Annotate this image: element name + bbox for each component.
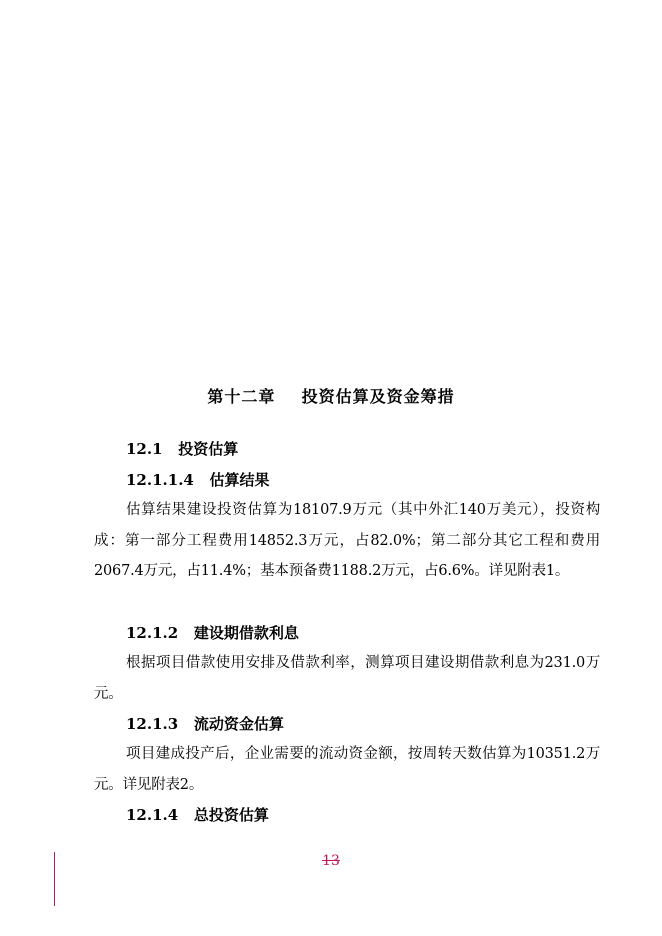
section-heading-12-1-2: 12.1.2 建设期借款利息 — [126, 624, 299, 642]
section-heading-12-1-1-4: 12.1.1.4 估算结果 — [126, 471, 270, 489]
estimate-result-paragraph: 估算结果建设投资估算为18107.9万元（其中外汇140万美元），投资构成：第一部分工程费用14852.3万元，占82.0%；第二部分其它工程和费用2067.4万元，占11.4%；基本预备费1188.2万元，占6.6%。详见附表1。 — [94, 502, 601, 579]
construction-interest-paragraph: 根据项目借款使用安排及借款利率，测算项目建设期借款利息为231.0万元。 — [94, 655, 600, 702]
section-heading-12-1-4: 12.1.4 总投资估算 — [126, 806, 269, 824]
chapter-title: 第十二章 投资估算及资金筹措 — [207, 387, 455, 406]
section-heading-12-1-3: 12.1.3 流动资金估算 — [126, 715, 284, 733]
section-heading-12-1: 12.1 投资估算 — [126, 440, 239, 458]
page-number: 13 — [322, 853, 340, 869]
working-capital-paragraph: 项目建成投产后，企业需要的流动资金额，按周转天数估算为10351.2万元。详见附表2。 — [94, 746, 600, 793]
